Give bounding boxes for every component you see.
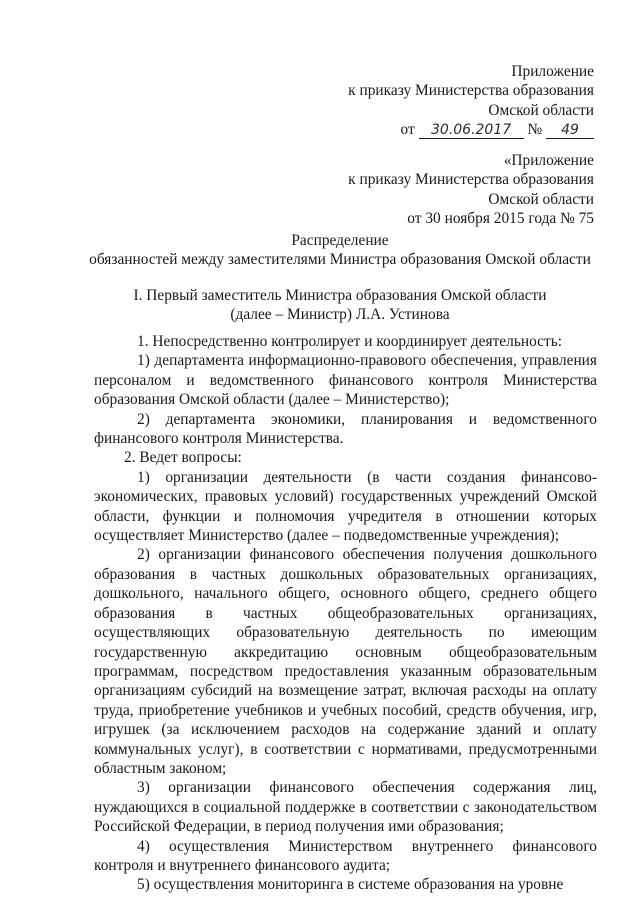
section-heading xyxy=(80,286,600,325)
paragraph: 5) осуществления мониторинга в системе образования на уровне xyxy=(137,876,564,894)
paragraph: 2) департамента экономики, планирования и ведомственного финансового контроля Министерства. xyxy=(94,410,597,448)
handwritten-number: 49 xyxy=(546,122,594,139)
title-line-2: обязанностей между заместителями Министра образования Омской области xyxy=(89,251,591,269)
paragraph: 2. Ведет вопросы: xyxy=(124,449,242,467)
document-title xyxy=(80,231,600,270)
appendix-header-original xyxy=(348,151,594,229)
document-body xyxy=(94,332,597,895)
appendix-date-line: от 30 ноября 2015 года № 75 xyxy=(407,210,594,228)
appendix-region: Омской области xyxy=(488,101,594,119)
paragraph: 1) организации деятельности (в части создания финансово-экономических, правовых условий) государственных учреждений Омской области, функции и полномочия учредителя в отношении которых осуществляет Министерство (далее – подведомственные учреждения); xyxy=(94,468,597,545)
appendix-date-line xyxy=(348,120,594,139)
appendix-region: Омской области xyxy=(488,190,594,208)
paragraph: 3) организации финансового обеспечения содержания лиц, нуждающихся в социальной поддержке в соответствии с законодательством Российской Федерации, в период получения ими образования; xyxy=(94,779,597,836)
paragraph: 2) организации финансового обеспечения получения дошкольного образования в частных дошкольных образовательных организациях, дошкольного, начального общего, основного общего, среднего общего образования в частных общеобразовательных организациях, осуществляющих образовательную деятельность по имеющим государственную аккредитацию основным общеобразовательным программам, посредством предоставления указанным образовательным организациям субсидий на возмещение затрат, включая расходы на оплату труда, приобретение учебников и учебных пособий, средств обучения, игр, игрушек (за исключением расходов на содержание зданий и оплату коммунальных услуг), в соответствии с нормативами, предусмотренными областным законом; xyxy=(94,546,597,777)
appendix-order-ref: к приказу Министерства образования xyxy=(348,82,594,100)
section-heading-line-2: (далее – Министр) Л.А. Устинова xyxy=(230,306,450,324)
handwritten-date: 30.06.2017 xyxy=(419,122,524,139)
paragraph: 1. Непосредственно контролирует и координирует деятельность: xyxy=(137,333,563,350)
appendix-label: Приложение xyxy=(511,63,594,80)
date-prefix: от xyxy=(400,121,415,139)
paragraph: 4) осуществления Министерством внутреннего финансового контроля и внутреннего финансового аудита; xyxy=(94,837,597,874)
appendix-label: «Приложение xyxy=(503,152,594,169)
number-label: № xyxy=(527,121,543,139)
appendix-header-current xyxy=(348,62,594,140)
appendix-order-ref: к приказу Министерства образования xyxy=(348,171,594,189)
title-line-1: Распределение xyxy=(291,232,389,249)
section-heading-line-1: I. Первый заместитель Министра образования Омской области xyxy=(133,287,547,304)
paragraph: 1) департамента информационно-правового обеспечения, управления персоналом и ведомственного финансового контроля Министерства образования Омской области (далее – Министерство); xyxy=(94,352,597,409)
